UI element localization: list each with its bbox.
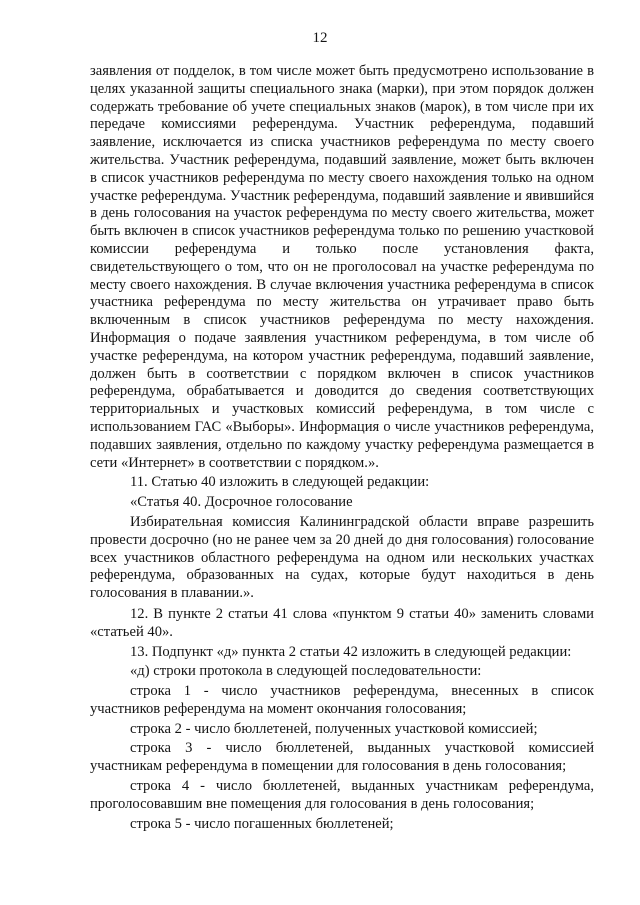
paragraph-referendum-application: заявления от подделок, в том числе может быть предусмотрено использование в целях указанной защиты специального знака (марки), при этом порядок должен содержать требование об учете специальных знаков (марок), в том числе при их передаче комиссиями референдума. Участник референдума, подавший заявление, исключается из списка участников референдума по месту своего жительства. Участник референдума, подавший заявление, может быть включен в список участников референдума по месту своего нахождения только на одном участке референдума. Участник референдума, подавший заявление и явившийся в день голосования на участок референдума по месту своего жительства, может быть включен в список участников референдума только по решению участковой комиссии референдума и только после установления факта, свидетельствующего о том, что он не проголосовал на участке референдума по месту своего нахождения. В случае включения участника референдума в список участника референдума по месту жительства он утрачивает право быть включенным в список участников референдума по месту нахождения. Информация о подаче заявления участником референдума, в том числе об участке референдума, на котором участник референдума, подавший заявление, должен быть в соответствии с порядком включен в список участников референдума, обрабатывается и доводится до сведения соответствующих территориальных и участковых комиссий референдума, в том числе с использованием ГАС «Выборы». Информация о числе участников референдума, подавших заявления, отдельно по каждому участку референдума размещается в сети «Интернет» в соответствии с порядком.». — [90, 63, 594, 471]
paragraph-article-40-title: «Статья 40. Досрочное голосование — [130, 494, 353, 511]
page-number: 12 — [312, 30, 328, 46]
paragraph-line-5: строка 5 - число погашенных бюллетеней; — [130, 815, 394, 832]
document-body — [90, 63, 594, 833]
paragraph-article-40-body: Избирательная комиссия Калининградской области вправе разрешить провести досрочно (но не ранее чем за 20 дней до дня голосования) голосование всех участников областного референдума на одном или нескольких участках референдума, образованных на судах, которые будут находиться в день голосования в плавании.». — [90, 513, 594, 602]
paragraph-item-11: 11. Статью 40 изложить в следующей редакции: — [130, 474, 430, 491]
paragraph-subitem-d: «д) строки протокола в следующей последовательности: — [130, 663, 482, 680]
paragraph-line-1: строка 1 - число участников референдума, внесенных в список участников референдума на момент окончания голосования; — [90, 683, 594, 717]
paragraph-item-13: 13. Подпункт «д» пункта 2 статьи 42 изложить в следующей редакции: — [130, 643, 572, 660]
paragraph-item-12: 12. В пункте 2 статьи 41 слова «пунктом 9 статьи 40» заменить словами «статьей 40». — [90, 605, 594, 640]
paragraph-line-4: строка 4 - число бюллетеней, выданных участникам референдума, проголосовавшим вне помещения для голосования в день голосования; — [90, 778, 594, 812]
paragraph-line-3: строка 3 - число бюллетеней, выданных участковой комиссией участникам референдума в помещении для голосования в день голосования; — [90, 740, 594, 775]
paragraph-line-2: строка 2 - число бюллетеней, полученных участковой комиссией; — [130, 720, 538, 737]
